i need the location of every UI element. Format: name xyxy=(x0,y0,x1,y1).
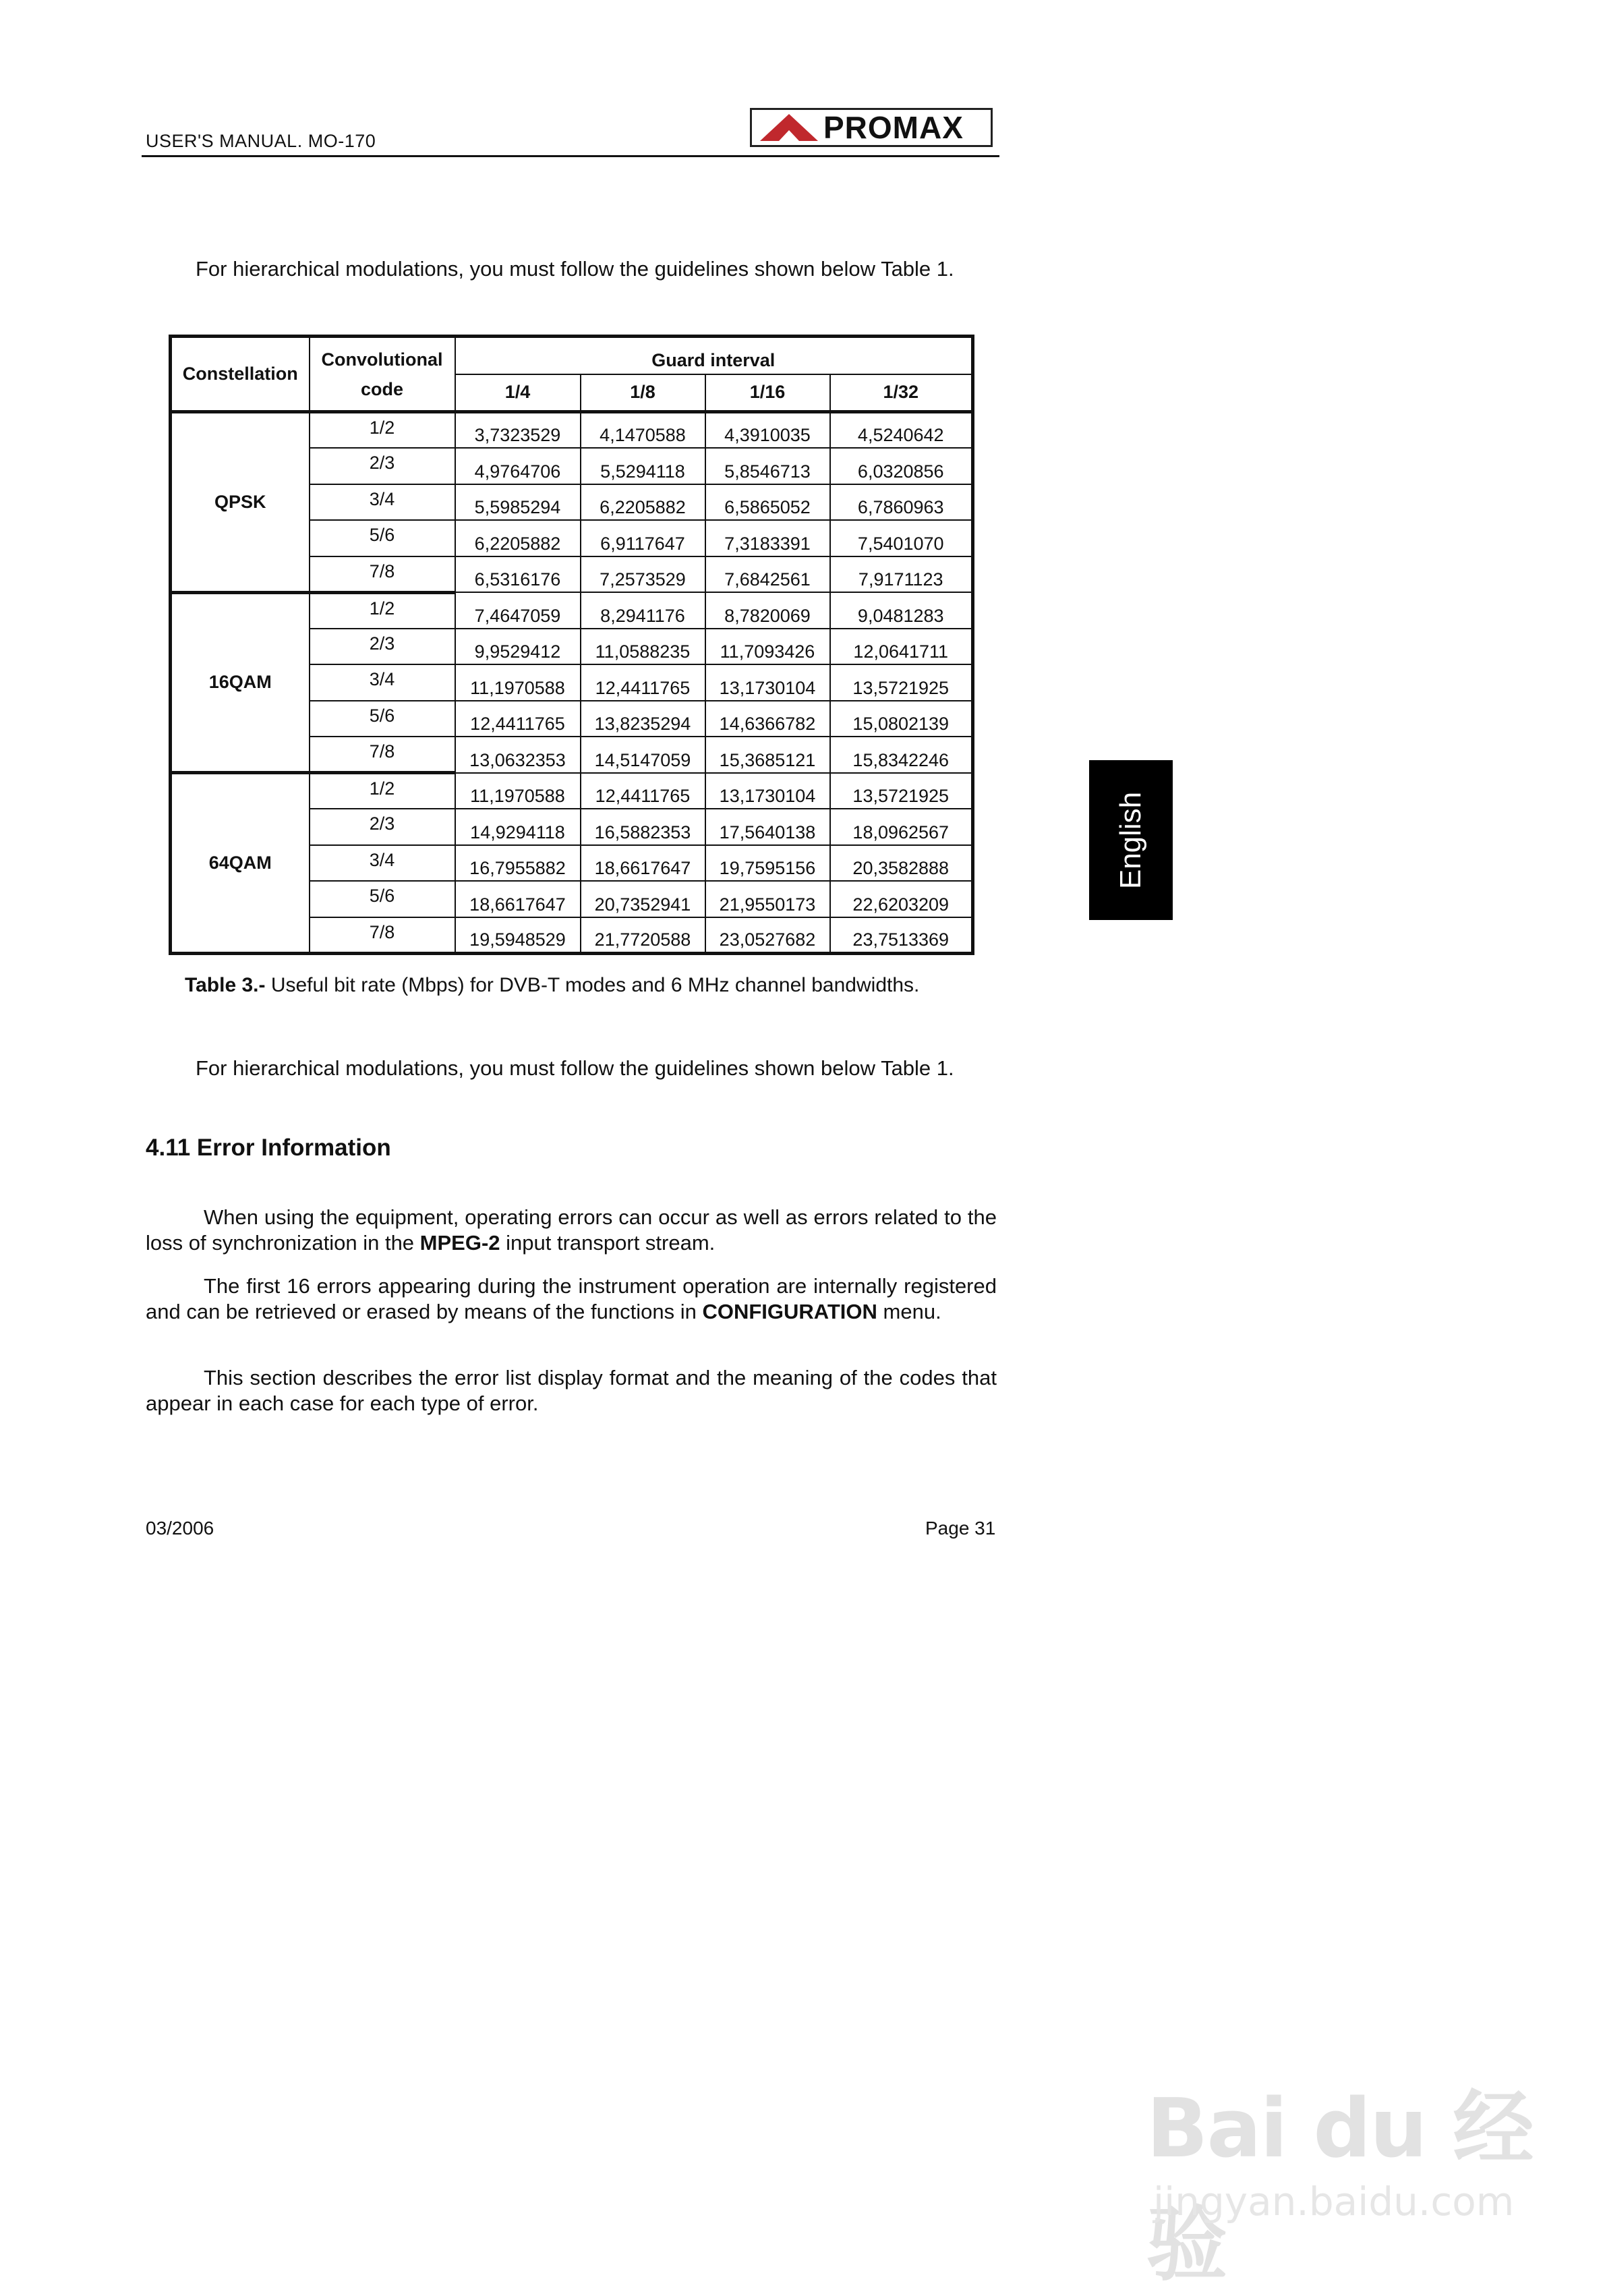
footer-date: 03/2006 xyxy=(146,1518,214,1539)
logo-text: PROMAX xyxy=(823,110,964,145)
value-cell: 4,3910035 xyxy=(705,412,830,449)
value-cell: 17,5640138 xyxy=(705,809,830,845)
value-cell: 13,5721925 xyxy=(830,664,973,701)
value-cell: 7,4647059 xyxy=(455,592,581,629)
language-tab xyxy=(1089,760,1173,920)
code-cell: 1/2 xyxy=(310,773,455,809)
value-cell: 7,6842561 xyxy=(705,556,830,593)
value-cell: 4,1470588 xyxy=(581,412,705,449)
code-cell: 1/2 xyxy=(310,592,455,629)
value-cell: 6,5865052 xyxy=(705,484,830,521)
value-cell: 15,8342246 xyxy=(830,737,973,773)
code-cell: 3/4 xyxy=(310,484,455,521)
promax-logo xyxy=(750,108,993,147)
p2-text-a: The first 16 errors appearing during the instrument operation are internally registered and can be retrieved or erased by means of the functions in xyxy=(146,1274,997,1323)
value-cell: 6,5316176 xyxy=(455,556,581,593)
intro-paragraph-bottom: For hierarchical modulations, you must follow the guidelines shown below Table 1. xyxy=(196,1056,954,1080)
value-cell: 13,8235294 xyxy=(581,701,705,737)
value-cell: 9,9529412 xyxy=(455,629,581,665)
code-cell: 3/4 xyxy=(310,664,455,701)
watermark-url: jingyan.baidu.com xyxy=(1153,2179,1515,2225)
value-cell: 4,9764706 xyxy=(455,448,581,484)
value-cell: 5,8546713 xyxy=(705,448,830,484)
code-cell: 7/8 xyxy=(310,737,455,773)
caption-label: Table 3.- xyxy=(185,974,266,996)
code-cell: 7/8 xyxy=(310,556,455,593)
value-cell: 12,4411765 xyxy=(455,701,581,737)
promax-triangle-icon xyxy=(759,113,819,142)
p1-text-a: When using the equipment, operating errors can occur as well as errors related to the loss of synchronization in the xyxy=(146,1205,997,1255)
code-cell: 5/6 xyxy=(310,881,455,917)
constellation-cell: 64QAM xyxy=(171,773,310,954)
value-cell: 11,1970588 xyxy=(455,773,581,809)
header-guard-1-16: 1/16 xyxy=(705,374,830,412)
header-title: USER'S MANUAL. MO-170 xyxy=(146,131,376,151)
value-cell: 18,0962567 xyxy=(830,809,973,845)
value-cell: 8,2941176 xyxy=(581,592,705,629)
header-guard-interval: Guard interval xyxy=(455,337,973,374)
value-cell: 7,5401070 xyxy=(830,520,973,556)
p1-bold: MPEG-2 xyxy=(419,1231,500,1255)
code-cell: 5/6 xyxy=(310,520,455,556)
value-cell: 6,9117647 xyxy=(581,520,705,556)
constellation-cell: QPSK xyxy=(171,412,310,593)
value-cell: 6,2205882 xyxy=(581,484,705,521)
value-cell: 8,7820069 xyxy=(705,592,830,629)
value-cell: 7,3183391 xyxy=(705,520,830,556)
value-cell: 20,7352941 xyxy=(581,881,705,917)
baidu-watermark xyxy=(1146,2037,1538,2292)
constellation-cell: 16QAM xyxy=(171,592,310,773)
value-cell: 7,2573529 xyxy=(581,556,705,593)
table-row xyxy=(171,412,973,449)
p2-bold: CONFIGURATION xyxy=(702,1300,877,1323)
value-cell: 14,6366782 xyxy=(705,701,830,737)
value-cell: 11,0588235 xyxy=(581,629,705,665)
value-cell: 11,1970588 xyxy=(455,664,581,701)
header-guard-1-32: 1/32 xyxy=(830,374,973,412)
code-cell: 2/3 xyxy=(310,809,455,845)
value-cell: 13,1730104 xyxy=(705,664,830,701)
intro-paragraph-top: For hierarchical modulations, you must follow the guidelines shown below Table 1. xyxy=(196,257,954,281)
table-caption xyxy=(185,974,919,997)
code-cell: 7/8 xyxy=(310,917,455,954)
value-cell: 13,5721925 xyxy=(830,773,973,809)
value-cell: 18,6617647 xyxy=(455,881,581,917)
body-paragraph-1 xyxy=(146,1205,997,1256)
value-cell: 3,7323529 xyxy=(455,412,581,449)
value-cell: 22,6203209 xyxy=(830,881,973,917)
code-cell: 2/3 xyxy=(310,629,455,665)
value-cell: 12,4411765 xyxy=(581,773,705,809)
value-cell: 21,9550173 xyxy=(705,881,830,917)
header-divider xyxy=(142,155,999,157)
header-guard-1-8: 1/8 xyxy=(581,374,705,412)
code-cell: 5/6 xyxy=(310,701,455,737)
value-cell: 6,7860963 xyxy=(830,484,973,521)
value-cell: 6,2205882 xyxy=(455,520,581,556)
value-cell: 9,0481283 xyxy=(830,592,973,629)
value-cell: 14,5147059 xyxy=(581,737,705,773)
table-row xyxy=(171,592,973,629)
code-cell: 1/2 xyxy=(310,412,455,449)
code-cell: 2/3 xyxy=(310,448,455,484)
value-cell: 23,0527682 xyxy=(705,917,830,954)
value-cell: 14,9294118 xyxy=(455,809,581,845)
value-cell: 5,5294118 xyxy=(581,448,705,484)
body-paragraph-3: This section describes the error list display format and the meaning of the codes that appear in each case for each type of error. xyxy=(146,1366,997,1415)
value-cell: 7,9171123 xyxy=(830,556,973,593)
bitrate-table xyxy=(169,335,974,955)
caption-text: Useful bit rate (Mbps) for DVB-T modes and 6 MHz channel bandwidths. xyxy=(265,974,920,996)
value-cell: 18,6617647 xyxy=(581,845,705,882)
header-convolutional-code: Convolutional code xyxy=(310,337,455,412)
value-cell: 11,7093426 xyxy=(705,629,830,665)
p2-text-b: menu. xyxy=(877,1300,941,1323)
value-cell: 16,5882353 xyxy=(581,809,705,845)
value-cell: 23,7513369 xyxy=(830,917,973,954)
header-guard-1-4: 1/4 xyxy=(455,374,581,412)
value-cell: 19,7595156 xyxy=(705,845,830,882)
value-cell: 5,5985294 xyxy=(455,484,581,521)
language-tab-label: English xyxy=(1114,791,1147,889)
footer-page-number: Page 31 xyxy=(925,1518,996,1539)
value-cell: 6,0320856 xyxy=(830,448,973,484)
value-cell: 19,5948529 xyxy=(455,917,581,954)
value-cell: 12,4411765 xyxy=(581,664,705,701)
value-cell: 20,3582888 xyxy=(830,845,973,882)
table-row xyxy=(171,773,973,809)
value-cell: 21,7720588 xyxy=(581,917,705,954)
header-constellation: Constellation xyxy=(171,337,310,412)
value-cell: 15,3685121 xyxy=(705,737,830,773)
body-paragraph-2 xyxy=(146,1273,997,1325)
p1-text-b: input transport stream. xyxy=(500,1231,716,1255)
value-cell: 16,7955882 xyxy=(455,845,581,882)
section-title: 4.11 Error Information xyxy=(146,1135,391,1161)
value-cell: 13,1730104 xyxy=(705,773,830,809)
value-cell: 13,0632353 xyxy=(455,737,581,773)
value-cell: 4,5240642 xyxy=(830,412,973,449)
value-cell: 12,0641711 xyxy=(830,629,973,665)
value-cell: 15,0802139 xyxy=(830,701,973,737)
watermark-main: Bai du 经验 xyxy=(1146,2082,1533,2292)
code-cell: 3/4 xyxy=(310,845,455,882)
